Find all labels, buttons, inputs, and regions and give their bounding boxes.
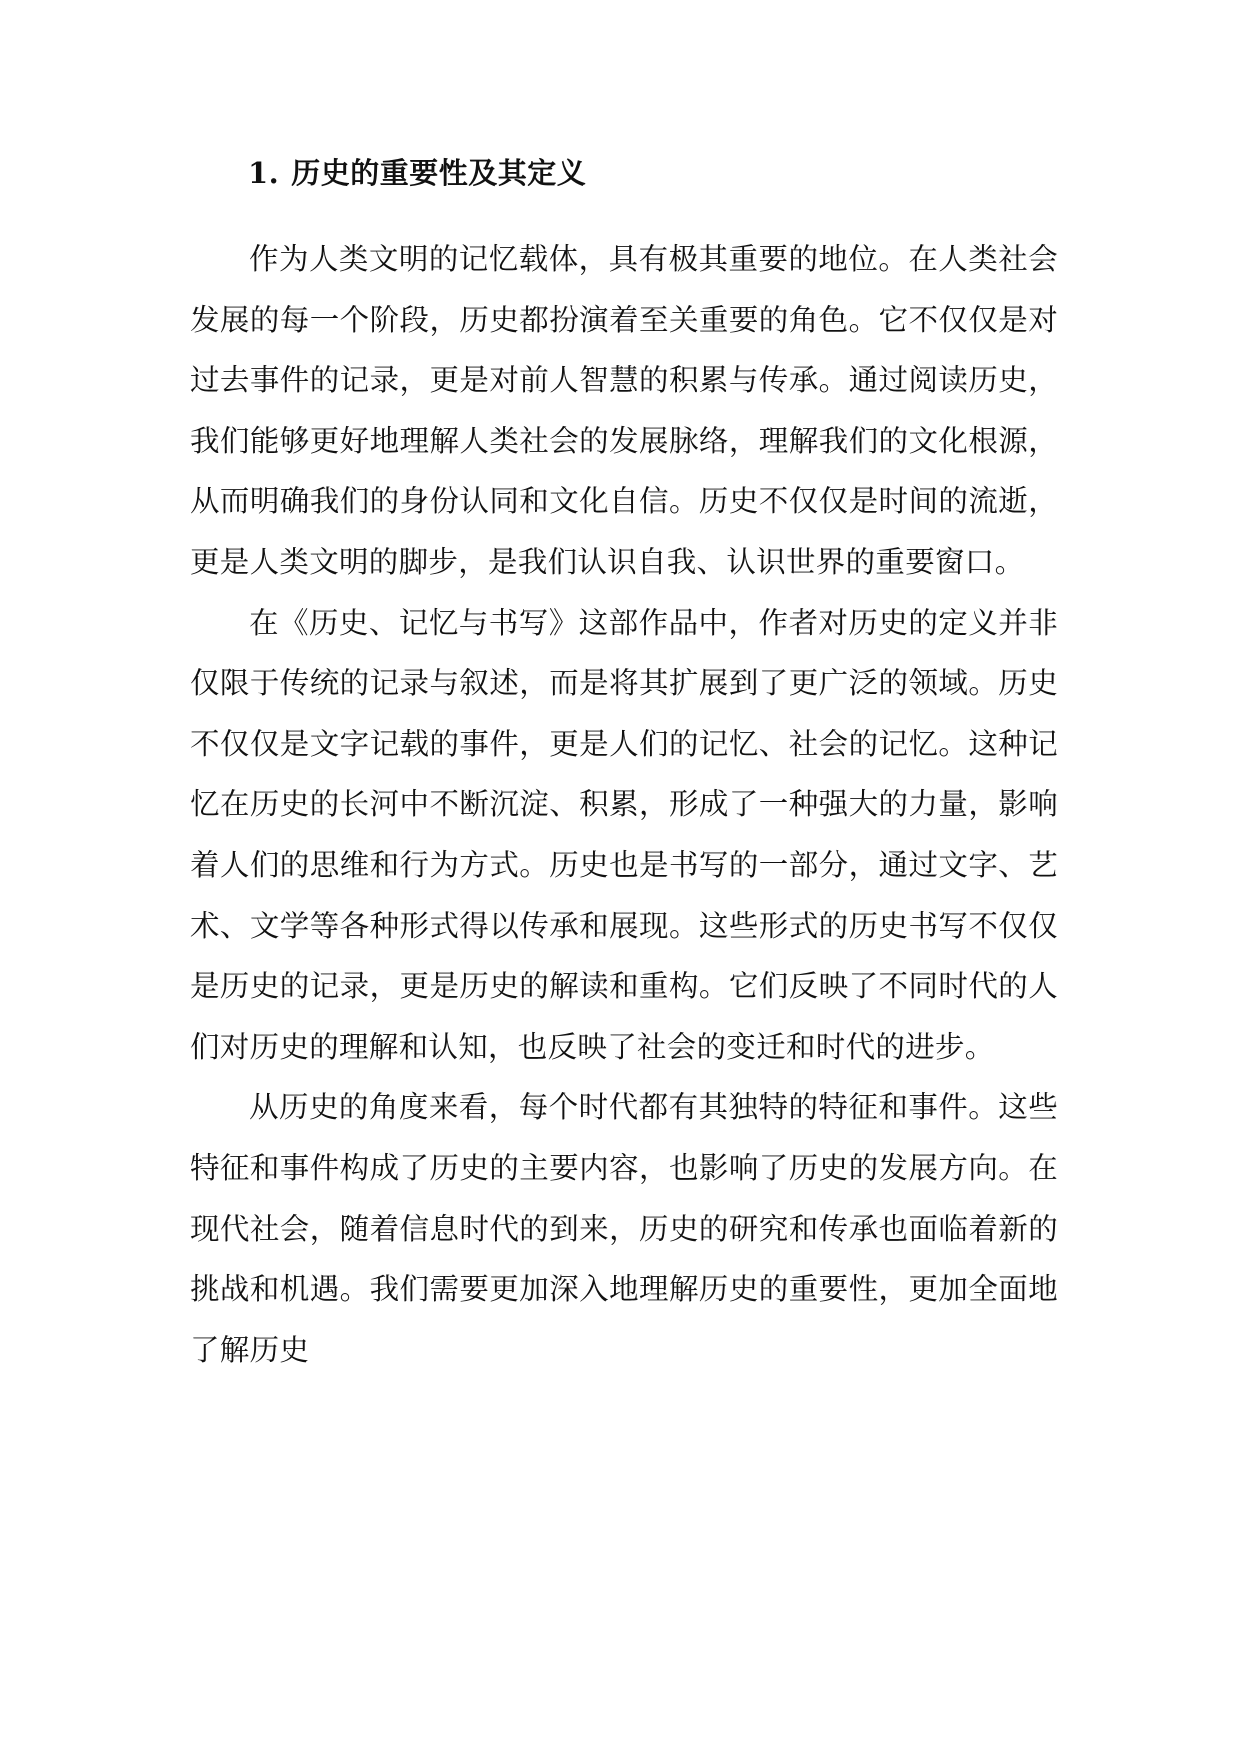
section-number: 1. bbox=[248, 156, 280, 190]
paragraph-3: 从历史的角度来看，每个时代都有其独特的特征和事件。这些特征和事件构成了历史的主要内容，也影响了历史的发展方向。在现代社会，随着信息时代的到来，历史的研究和传承也面临着新的挑战和机遇。我们需要更加深入地理解历史的重要性，更加全面地了解历史 bbox=[190, 1090, 1058, 1367]
paragraph-2: 在《历史、记忆与书写》这部作品中，作者对历史的定义并非仅限于传统的记录与叙述，而是将其扩展到了更广泛的领域。历史不仅仅是文字记载的事件，更是人们的记忆、社会的记忆。这种记忆在历史的长河中不断沉淀、积累，形成了一种强大的力量，影响着人们的思维和行为方式。历史也是书写的一部分，通过文字、艺术、文学等各种形式得以传承和展现。这些形式的历史书写不仅仅是历史的记录，更是历史的解读和重构。它们反映了不同时代的人们对历史的理解和认知，也反映了社会的变迁和时代的进步。 bbox=[190, 605, 1058, 1064]
section-heading bbox=[190, 143, 1058, 203]
section-title: 历史的重要性及其定义 bbox=[291, 156, 587, 190]
paragraph-1: 作为人类文明的记忆载体，具有极其重要的地位。在人类社会发展的每一个阶段，历史都扮演着至关重要的角色。它不仅仅是对过去事件的记录，更是对前人智慧的积累与传承。通过阅读历史，我们能够更好地理解人类社会的发展脉络，理解我们的文化根源，从而明确我们的身份认同和文化自信。历史不仅仅是时间的流逝，更是人类文明的脚步，是我们认识自我、认识世界的重要窗口。 bbox=[190, 242, 1058, 579]
page-content bbox=[190, 143, 1058, 1380]
